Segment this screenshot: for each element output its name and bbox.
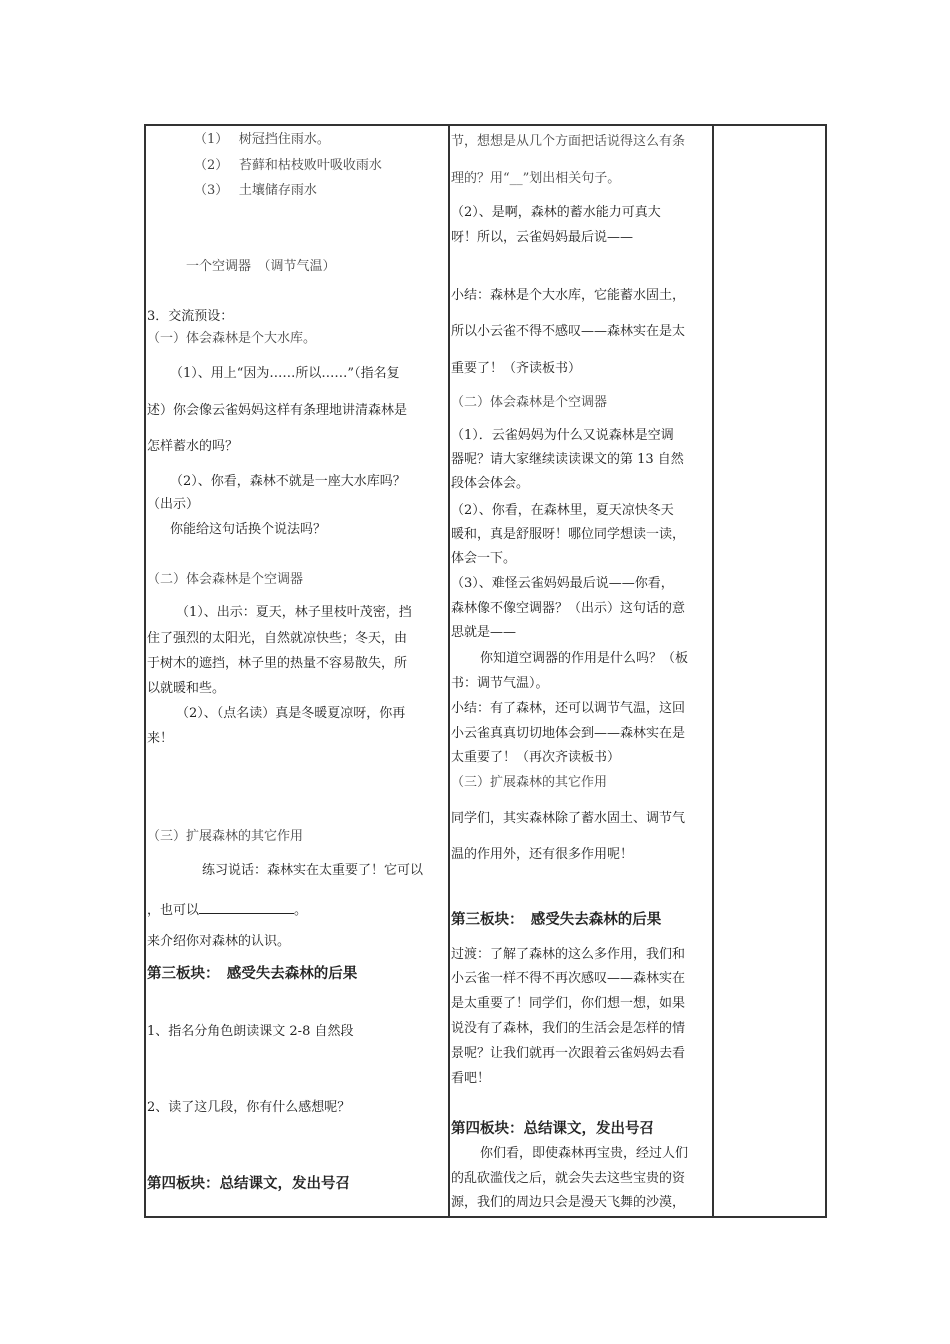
text-line: （1） 树冠挡住雨水。 xyxy=(194,132,330,147)
text-line: 暖和，真是舒服呀！哪位同学想读一读， xyxy=(451,527,686,542)
text-line: 练习说话：森林实在太重要了！它可以 xyxy=(202,863,424,878)
text-line: （3）、难怪云雀妈妈最后说——你看， xyxy=(451,576,674,591)
text-line: 是太重要了！同学们，你们想一想，如果 xyxy=(451,996,686,1011)
text-line: 理的？用“__”划出相关句子。 xyxy=(451,171,621,186)
text-line: （三）扩展森林的其它作用 xyxy=(147,829,304,844)
text-line: 来！ xyxy=(147,731,174,746)
text-line: 你知道空调器的作用是什么吗？（板 xyxy=(480,651,689,666)
text-fragment: 。 xyxy=(294,903,308,918)
text-line: 以就暖和些。 xyxy=(147,681,226,696)
section-heading: 第四板块：总结课文，发出号召 xyxy=(147,1176,350,1192)
text-line: 小结：有了森林，还可以调节气温，这回 xyxy=(451,701,686,716)
text-line: 住了强烈的太阳光，自然就凉快些；冬天，由 xyxy=(147,631,408,646)
text-line: 呀！所以，云雀妈妈最后说—— xyxy=(451,230,634,245)
text-line: 温的作用外，还有很多作用呢！ xyxy=(451,847,634,862)
table-column-teacher-activity xyxy=(450,126,714,1216)
text-line: 源，我们的周边只会是漫天飞舞的沙漠， xyxy=(451,1195,686,1210)
text-line: 3．交流预设： xyxy=(147,309,234,324)
text-line: （二）体会森林是个空调器 xyxy=(147,572,304,587)
text-line: 小云雀真真切切地体会到——森林实在是 xyxy=(451,726,686,741)
text-line: （出示） xyxy=(147,497,200,512)
text-line: 述）你会像云雀妈妈这样有条理地讲清森林是 xyxy=(147,403,408,418)
text-line: 说没有了森林，我们的生活会是怎样的情 xyxy=(451,1021,686,1036)
text-line: 书：调节气温）。 xyxy=(451,676,549,691)
text-line: （2）、是啊，森林的蓄水能力可真大 xyxy=(451,205,661,220)
text-fragment: ，也可以 xyxy=(147,903,200,918)
table-column-student-activity xyxy=(146,126,450,1216)
text-line: （2）、你看，森林不就是一座大水库吗？ xyxy=(170,474,406,489)
text-line: 节，想想是从几个方面把话说得这么有条 xyxy=(451,134,686,149)
text-line: 同学们，其实森林除了蓄水固土、调节气 xyxy=(451,811,686,826)
text-line: 来介绍你对森林的认识。 xyxy=(147,934,291,949)
text-line: （1）、用上“因为……所以……”（指名复 xyxy=(170,366,400,381)
text-line: 1、指名分角色朗读课文 2-8 自然段 xyxy=(147,1024,354,1039)
text-line: 重要了！（齐读板书） xyxy=(451,361,582,376)
section-heading: 第三板块： 感受失去森林的后果 xyxy=(147,966,358,982)
section-heading: 第三板块： 感受失去森林的后果 xyxy=(451,912,662,928)
text-line: （二）体会森林是个空调器 xyxy=(451,395,608,410)
text-line: 器呢？请大家继续读读课文的第 13 自然 xyxy=(451,452,684,467)
text-line: 一个空调器 （调节气温） xyxy=(186,259,336,274)
text-line: 看吧！ xyxy=(451,1071,491,1086)
lesson-plan-table xyxy=(144,124,827,1218)
text-line: 思就是—— xyxy=(451,625,517,640)
text-line: 于树木的遮挡，林子里的热量不容易散失，所 xyxy=(147,656,408,671)
text-line: （三）扩展森林的其它作用 xyxy=(451,775,608,790)
text-line: （2）、你看，在森林里，夏天凉快冬天 xyxy=(451,503,674,518)
text-line: （一）体会森林是个大水库。 xyxy=(147,331,317,346)
text-line: 所以小云雀不得不感叹——森林实在是太 xyxy=(451,324,686,339)
text-line: （2）、（点名读）真是冬暖夏凉呀，你再 xyxy=(176,706,406,721)
section-heading: 第四板块：总结课文，发出号召 xyxy=(451,1121,654,1137)
text-line: 怎样蓄水的吗？ xyxy=(147,439,239,454)
text-line: （3） 土壤储存雨水 xyxy=(194,183,317,198)
text-line: （1）．云雀妈妈为什么又说森林是空调 xyxy=(451,428,674,443)
text-line: 你能给这句话换个说法吗？ xyxy=(170,522,327,537)
text-line: 你们看，即使森林再宝贵，经过人们 xyxy=(480,1146,689,1161)
text-line: 小结：森林是个大水库，它能蓄水固土， xyxy=(451,288,686,303)
text-line: 森林像不像空调器？（出示）这句话的意 xyxy=(451,601,686,616)
text-line: 段体会体会。 xyxy=(451,476,530,491)
text-line: 太重要了！（再次齐读板书） xyxy=(451,750,621,765)
blank-underline xyxy=(199,901,294,914)
text-line: 景呢？让我们就再一次跟着云雀妈妈去看 xyxy=(451,1046,686,1061)
text-line: 2、读了这几段，你有什么感想呢？ xyxy=(147,1100,351,1115)
text-line: 的乱砍滥伐之后，就会失去这些宝贵的资 xyxy=(451,1171,686,1186)
fill-in-blank-line xyxy=(147,901,307,919)
text-line: 过渡：了解了森林的这么多作用，我们和 xyxy=(451,947,686,962)
text-line: （2） 苔藓和枯枝败叶吸收雨水 xyxy=(194,158,382,173)
text-line: 体会一下。 xyxy=(451,551,517,566)
table-column-notes xyxy=(714,126,825,1216)
text-line: （1）、出示：夏天，林子里枝叶茂密，挡 xyxy=(176,605,412,620)
text-line: 小云雀一样不得不再次感叹——森林实在 xyxy=(451,971,686,986)
